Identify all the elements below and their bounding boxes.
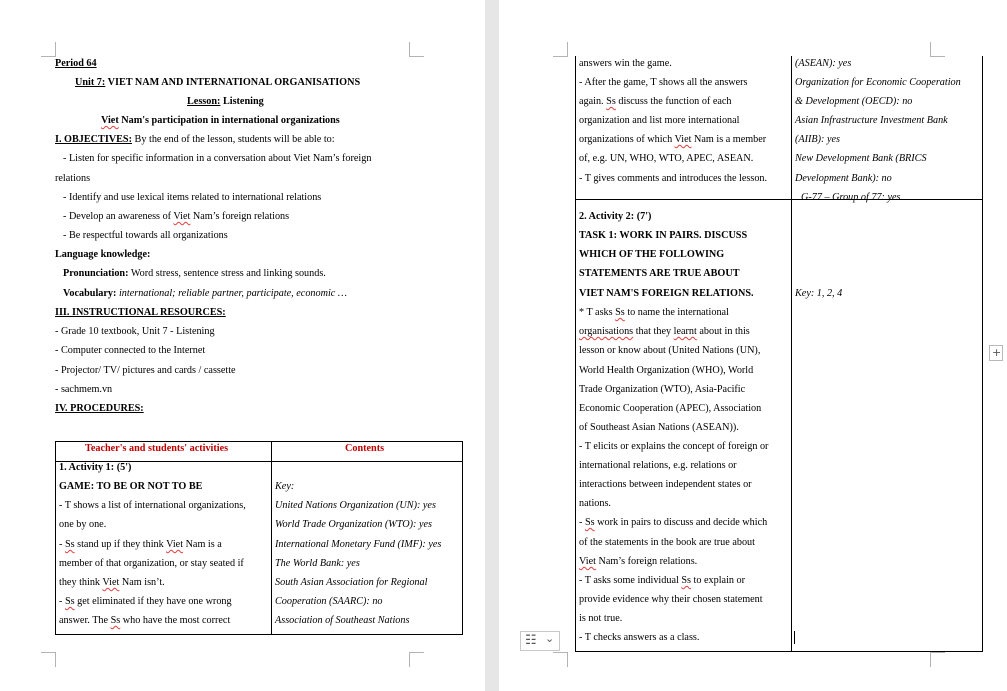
key-label: Key: [275,481,295,492]
table-row: interactions between independent states or [579,479,752,490]
table-row: World Health Organization (WHO), World [579,365,754,376]
task-title: VIET NAM'S FOREIGN RELATIONS. [579,288,754,299]
key-item: Association of Southeast Nations [275,615,410,626]
vocabulary-line: Vocabulary: international; reliable partner, participate, economic … [63,288,347,299]
table-row: Viet Nam’s foreign relations. [579,556,698,567]
table-row: - T gives comments and introduces the lesson. [579,173,768,184]
objective-2: - Identify and use lexical items related to international relations [63,192,322,203]
resource-4: - sachmem.vn [55,384,113,395]
crop-mark [930,652,945,667]
table-row: of the statements in the book are true about [579,537,755,548]
crop-mark [409,652,424,667]
unit-title: Unit 7: VIET NAM AND INTERNATIONAL ORGANISATIONS [75,77,361,88]
key-item: G-77 – Group of 77: yes [801,192,901,203]
document-page-right [499,0,1007,691]
table-row: lesson or know about (United Nations (UN), [579,345,761,356]
objectives-line: I. OBJECTIVES: By the end of the lesson, students will be able to: [55,134,335,145]
task-title: STATEMENTS ARE TRUE ABOUT [579,268,740,279]
table-row: - Ss work in pairs to discuss and decide which [579,517,768,528]
table-row: one by one. [59,519,107,530]
lesson-subtitle: Viet Nam's participation in international organizations [101,115,340,126]
period-label: Period 64 [55,58,97,69]
resource-3: - Projector/ TV/ pictures and cards / cassette [55,365,236,376]
key-item: (AIIB): yes [795,134,840,145]
layout-options-button[interactable] [520,631,560,651]
task-title: WHICH OF THE FOLLOWING [579,249,725,260]
key-item: World Trade Organization (WTO): yes [275,519,432,530]
key-item: (ASEAN): yes [795,58,852,69]
table-row: organizations of which Viet Nam is a member [579,134,767,145]
crop-mark [409,42,424,57]
resources-heading: III. INSTRUCTIONAL RESOURCES: [55,307,226,318]
task-key: Key: 1, 2, 4 [795,288,843,299]
table-row: - T asks some individual Ss to explain or [579,575,746,586]
key-item: International Monetary Fund (IMF): yes [275,539,442,550]
activity-1-heading: 1. Activity 1: (5') [59,462,132,473]
table-row: member of that organization, or stay seated if [59,558,244,569]
key-item: The World Bank: yes [275,558,360,569]
key-item: Asian Infrastructure Investment Bank [795,115,948,126]
table-row: * T asks Ss to name the international [579,307,729,318]
pronunciation-line: Pronunciation: Word stress, sentence stress and linking sounds. [63,268,326,279]
chevron-down-icon: ⌄ [545,632,555,645]
task-title: TASK 1: WORK IN PAIRS. DISCUSS [579,230,748,241]
key-item: & Development (OECD): no [795,96,913,107]
objective-3: - Develop an awareness of Viet Nam’s foreign relations [63,211,290,222]
crop-mark [553,652,568,667]
table-row: - T shows a list of international organizations, [59,500,246,511]
table-row: - T checks answers as a class. [579,632,700,643]
table-row: Economic Cooperation (APEC), Association [579,403,762,414]
table-row: again. Ss discuss the function of each [579,96,732,107]
table-row: - Ss get eliminated if they have one wrong [59,596,232,607]
activity-2-heading: 2. Activity 2: (7') [579,211,652,222]
key-item: New Development Bank (BRICS [795,153,927,164]
table-row: nations. [579,498,611,509]
crop-mark [41,652,56,667]
table-row: international relations, e.g. relations or [579,460,737,471]
key-item: United Nations Organization (UN): yes [275,500,436,511]
table-insert-handle[interactable] [989,345,1003,361]
plus-icon: + [992,346,1002,359]
language-heading: Language knowledge: [55,249,151,260]
document-page-left [0,0,485,691]
table-row: - Ss stand up if they think Viet Nam is a [59,539,222,550]
key-item: Development Bank): no [795,173,892,184]
table-row: - After the game, T shows all the answers [579,77,748,88]
table-row: of, e.g. UN, WHO, WTO, APEC, ASEAN. [579,153,754,164]
key-item: Cooperation (SAARC): no [275,596,383,607]
resource-1: - Grade 10 textbook, Unit 7 - Listening [55,326,215,337]
table-row: - T elicits or explains the concept of foreign or [579,441,769,452]
text-cursor [794,631,795,644]
table-row: organisations that they learnt about in this [579,326,750,337]
layout-icon: ☷ [525,633,537,648]
game-title: GAME: TO BE OR NOT TO BE [59,481,203,492]
page-gutter [485,0,499,691]
table-row: answer. The Ss who have the most correct [59,615,231,626]
procedures-heading: IV. PROCEDURES: [55,403,144,414]
table-row: organization and list more international [579,115,740,126]
key-item: Organization for Economic Cooperation [795,77,961,88]
resource-2: - Computer connected to the Internet [55,345,206,356]
crop-mark [553,42,568,57]
table-row: provide evidence why their chosen statement [579,594,763,605]
table-row: of Southeast Asian Nations (ASEAN)). [579,422,739,433]
table-header-contents: Contents [345,443,385,454]
crop-mark [41,42,56,57]
table-row: Trade Organization (WTO), Asia-Pacific [579,384,746,395]
objective-1: - Listen for specific information in a conversation about Viet Nam’s foreign [63,153,372,164]
table-row: answers win the game. [579,58,672,69]
key-item: South Asian Association for Regional [275,577,428,588]
table-header-activities: Teacher's and students' activities [85,443,229,454]
objective-1-cont: relations [55,173,91,184]
table-row: they think Viet Nam isn’t. [59,577,165,588]
objective-4: - Be respectful towards all organizations [63,230,228,241]
table-row: is not true. [579,613,623,624]
crop-mark [930,42,945,57]
lesson-line: Lesson: Listening [187,96,264,107]
